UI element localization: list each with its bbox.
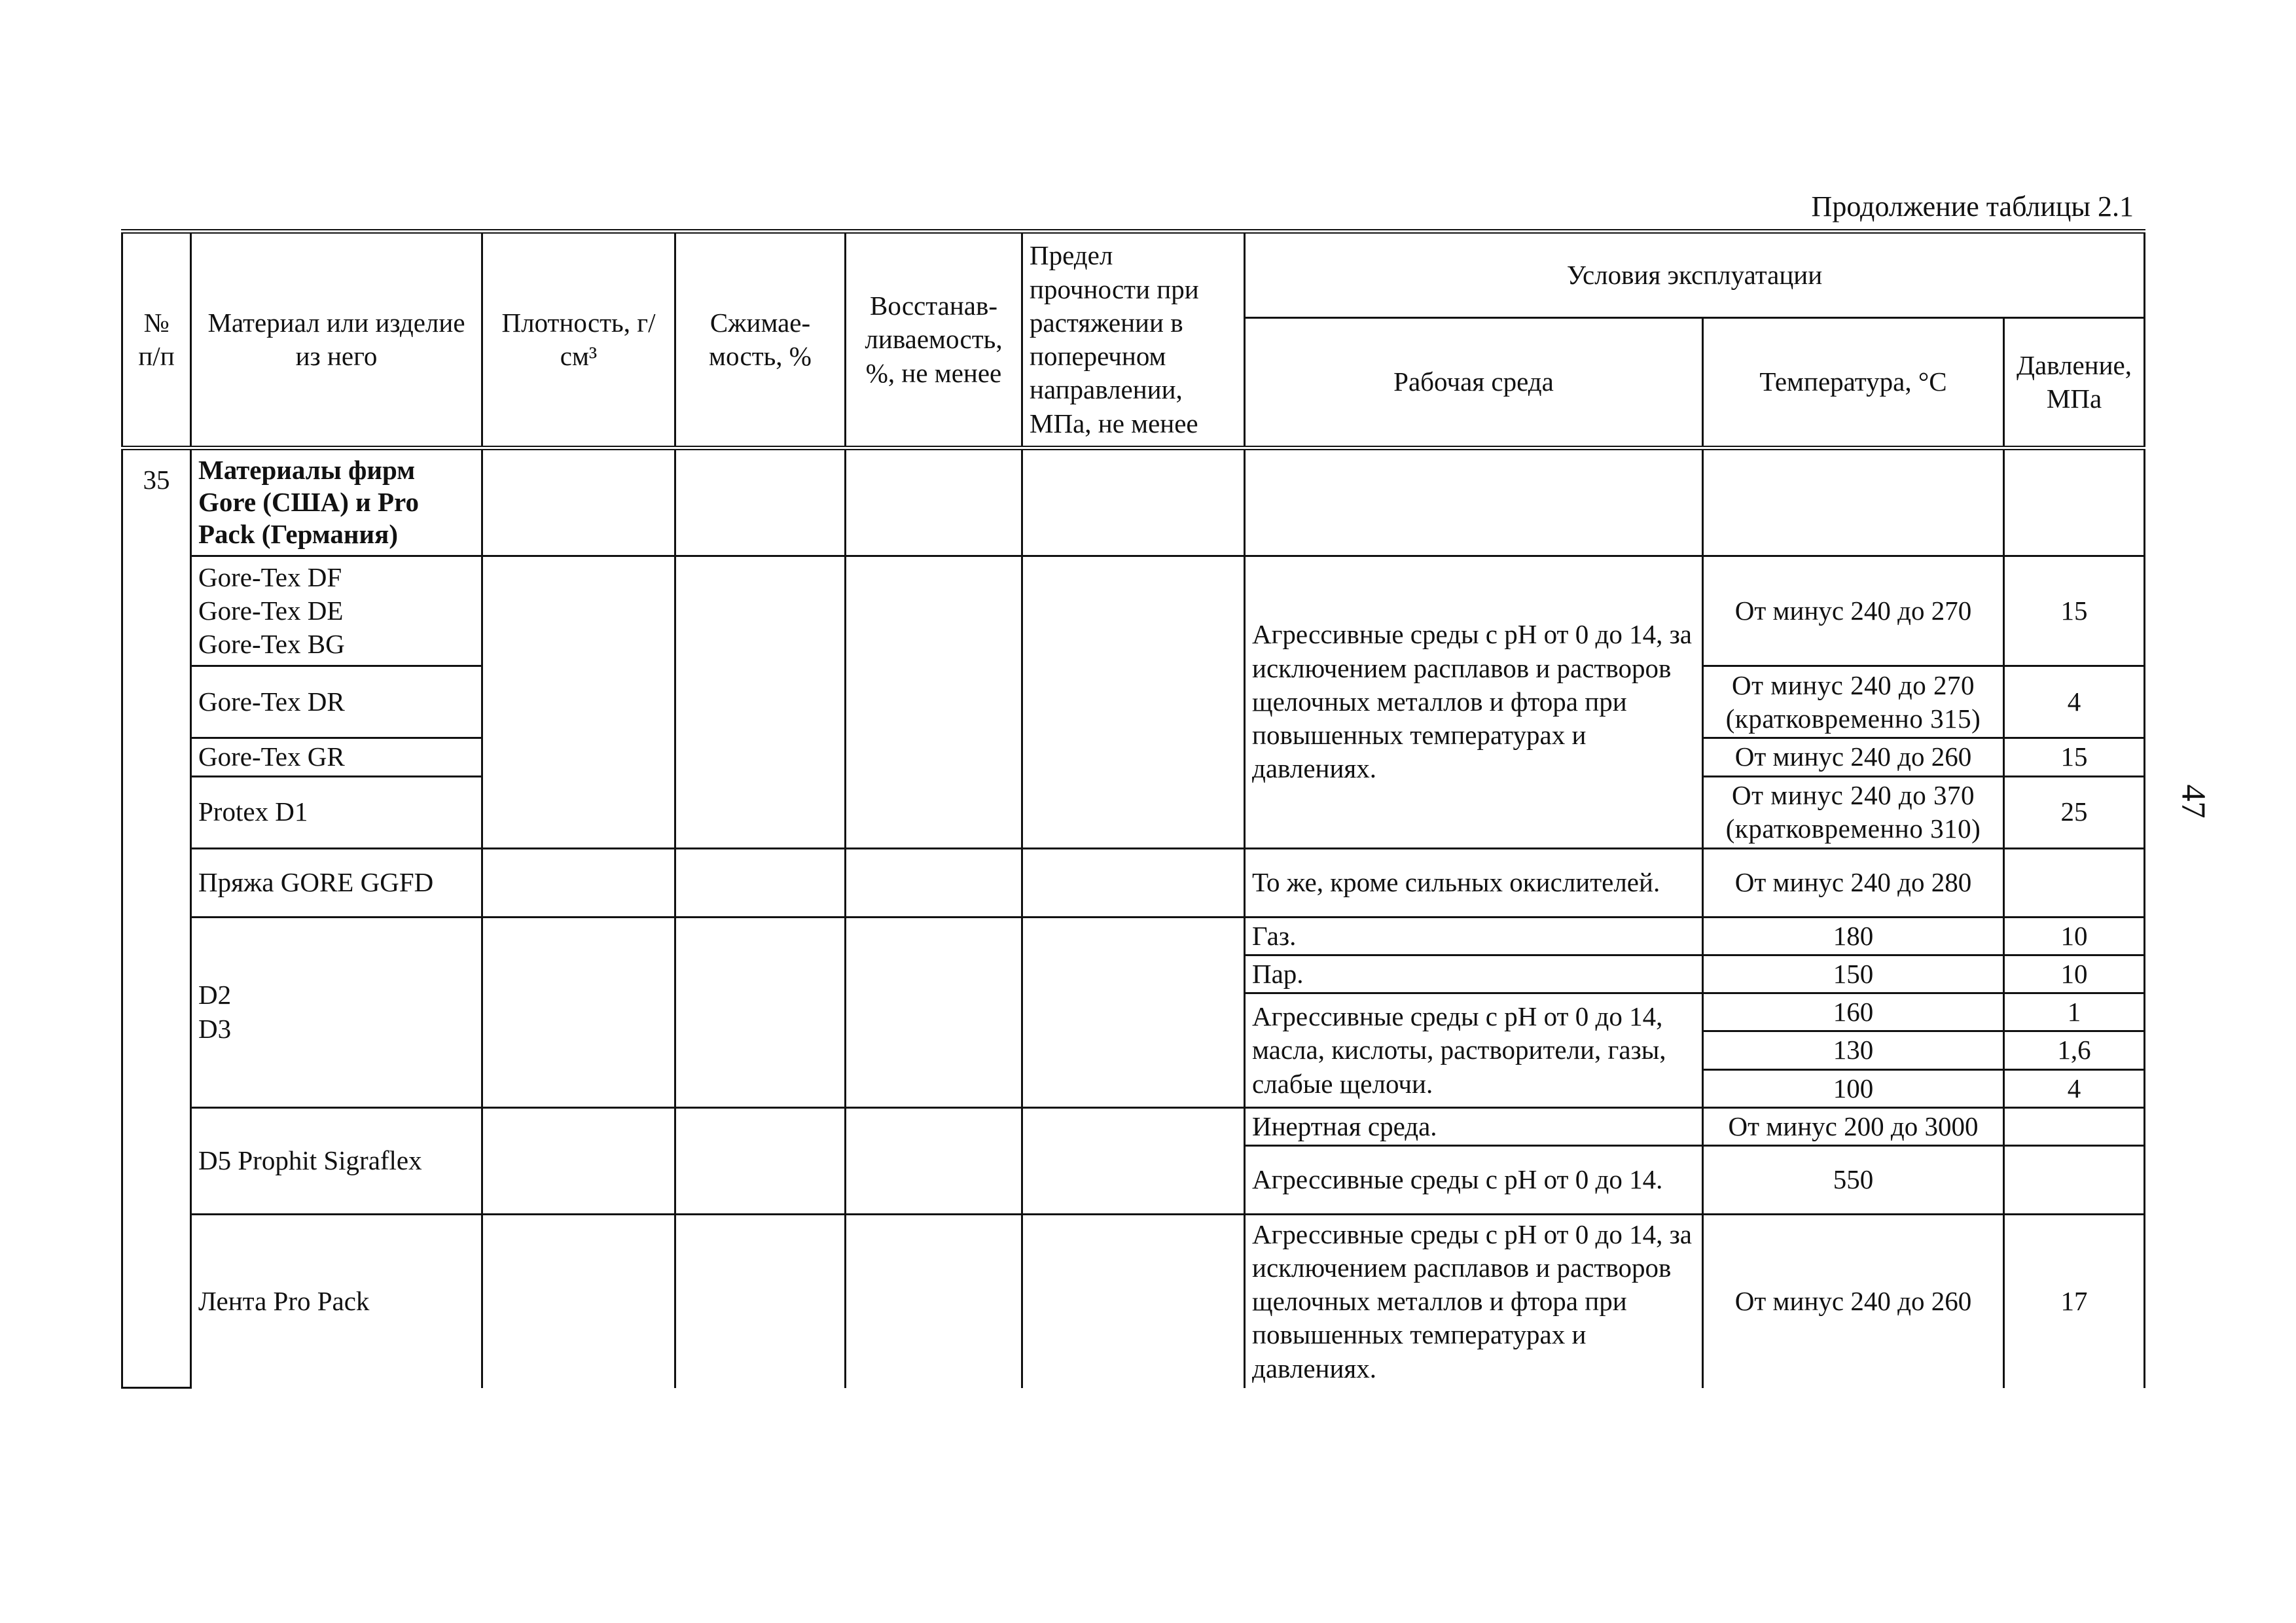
header-recovery: Восстанав-ливаемость, %, не менее xyxy=(846,232,1022,448)
materials-table xyxy=(121,229,2145,1389)
group-title: Материалы фирм Gore (США) и Pro Pack (Германия) xyxy=(191,448,482,556)
temperature-cell: 180 xyxy=(1703,917,2004,955)
temperature-cell: От минус 240 до 260 xyxy=(1703,738,2004,776)
medium-cell: Агрессивные среды с pH от 0 до 14, масла, кислоты, растворители, газы, слабые щелочи. xyxy=(1245,993,1703,1108)
pressure-cell: 17 xyxy=(2004,1215,2145,1388)
table-row xyxy=(122,1107,2145,1145)
header-pressure: Давление, МПа xyxy=(2004,318,2145,448)
table-header xyxy=(122,232,2145,448)
medium-cell: Агрессивные среды с pH от 0 до 14. xyxy=(1245,1146,1703,1215)
temperature-cell: От минус 240 до 370 (кратковременно 310) xyxy=(1703,776,2004,848)
row-number: 35 xyxy=(122,448,191,1388)
material-cell: Gore-Tex DF Gore-Tex DE Gore-Tex BG xyxy=(191,556,482,666)
pressure-cell xyxy=(2004,1146,2145,1215)
temperature-cell: От минус 240 до 280 xyxy=(1703,848,2004,917)
table-row xyxy=(122,917,2145,955)
pressure-cell: 10 xyxy=(2004,917,2145,955)
medium-cell: Пар. xyxy=(1245,955,1703,993)
temperature-cell: От минус 240 до 270 xyxy=(1703,556,2004,666)
temperature-cell: От минус 200 до 3000 xyxy=(1703,1107,2004,1145)
table-row xyxy=(122,1215,2145,1388)
pressure-cell: 15 xyxy=(2004,556,2145,666)
header-num: № п/п xyxy=(122,232,191,448)
material-cell: Protex D1 xyxy=(191,776,482,848)
medium-cell: Газ. xyxy=(1245,917,1703,955)
pressure-cell xyxy=(2004,848,2145,917)
material-cell: D2 D3 xyxy=(191,917,482,1107)
pressure-cell: 15 xyxy=(2004,738,2145,776)
medium-cell: Агрессивные среды с pH от 0 до 14, за исключением расплавов и растворов щелочных металлов и фтора при повышенных температурах и давлениях. xyxy=(1245,556,1703,848)
header-conditions: Условия эксплуатации xyxy=(1245,232,2145,318)
medium-cell: Агрессивные среды с pH от 0 до 14, за исключением расплавов и растворов щелочных металлов и фтора при повышенных температурах и давлениях. xyxy=(1245,1215,1703,1388)
header-density: Плотность, г/см³ xyxy=(482,232,675,448)
header-medium: Рабочая среда xyxy=(1245,318,1703,448)
pressure-cell: 25 xyxy=(2004,776,2145,848)
header-temperature: Температура, °С xyxy=(1703,318,2004,448)
page-number: 47 xyxy=(2174,784,2212,819)
pressure-cell: 4 xyxy=(2004,1069,2145,1107)
pressure-cell: 1,6 xyxy=(2004,1031,2145,1069)
pressure-cell xyxy=(2004,1107,2145,1145)
temperature-cell: 150 xyxy=(1703,955,2004,993)
temperature-cell: 100 xyxy=(1703,1069,2004,1107)
pressure-cell: 1 xyxy=(2004,993,2145,1031)
material-cell: D5 Prophit Sigraflex xyxy=(191,1107,482,1214)
header-compressibility: Сжимае-мость, % xyxy=(675,232,846,448)
material-cell: Gore-Tex GR xyxy=(191,738,482,776)
temperature-cell: От минус 240 до 270 (кратковременно 315) xyxy=(1703,666,2004,738)
material-cell: Пряжа GORE GGFD xyxy=(191,848,482,917)
material-cell: Лента Pro Pack xyxy=(191,1215,482,1388)
material-cell: Gore-Tex DR xyxy=(191,666,482,738)
temperature-cell: 550 xyxy=(1703,1146,2004,1215)
temperature-cell: 160 xyxy=(1703,993,2004,1031)
pressure-cell: 10 xyxy=(2004,955,2145,993)
temperature-cell: От минус 240 до 260 xyxy=(1703,1215,2004,1388)
header-material: Материал или изделие из него xyxy=(191,232,482,448)
temperature-cell: 130 xyxy=(1703,1031,2004,1069)
pressure-cell: 4 xyxy=(2004,666,2145,738)
table-row-group xyxy=(122,448,2145,556)
table-row xyxy=(122,848,2145,917)
medium-cell: Инертная среда. xyxy=(1245,1107,1703,1145)
header-tensile-strength: Предел прочности при растяжении в поперечном направлении, МПа, не менее xyxy=(1022,232,1245,448)
table-caption: Продолжение таблицы 2.1 xyxy=(1811,190,2134,223)
medium-cell: То же, кроме сильных окислителей. xyxy=(1245,848,1703,917)
table-row xyxy=(122,556,2145,666)
